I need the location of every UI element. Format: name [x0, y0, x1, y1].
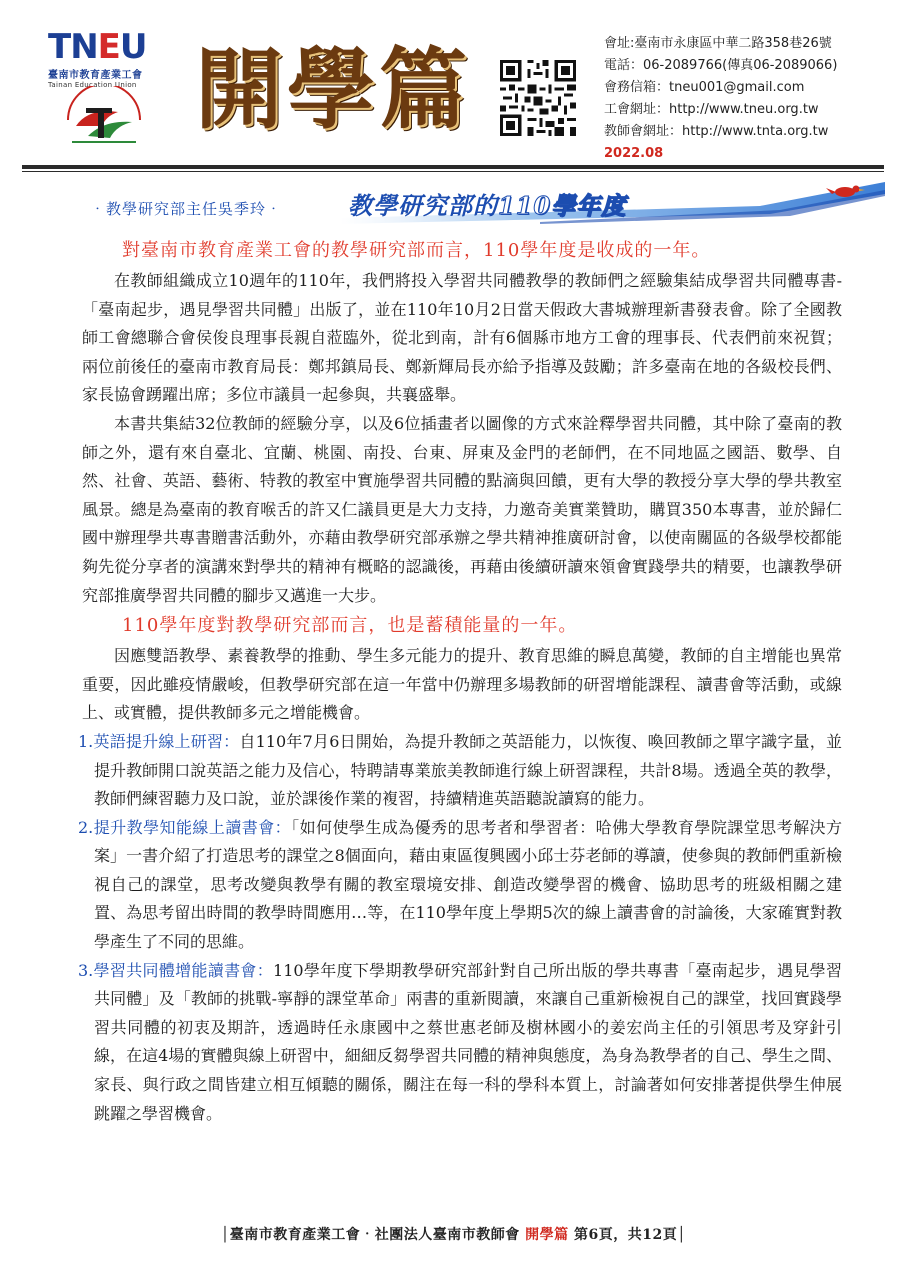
- footer-issue-name: 開學篇: [525, 1227, 569, 1243]
- section-heading-harvest: 對臺南市教育產業工會的教學研究部而言，110學年度是收成的一年。: [122, 240, 711, 261]
- header-divider-thick: [22, 165, 884, 169]
- section-title-prefix: 教學研究部的: [348, 191, 498, 220]
- contact-union-url[interactable]: 工會網址：http://www.tneu.org.tw: [604, 102, 819, 117]
- list-item: [78, 957, 842, 1129]
- page-title: 開學篇: [195, 37, 472, 141]
- contact-email[interactable]: 會務信箱：tneu001@gmail.com: [604, 80, 805, 95]
- logo-letters-e: E: [97, 27, 120, 67]
- page-footer: [0, 1224, 907, 1244]
- section-heading-energy: 110學年度對教學研究部而言，也是蓄積能量的一年。: [122, 615, 578, 637]
- paragraph-book-launch: 在教師組織成立10週年的110年，我們將投入學習共同體教學的教師們之經驗集結成學習共同體專書-「臺南起步，遇見學習共同體」出版了，並在110年10月2日當天假政大書城辦理新書發表會。除了全國教師工會總聯合會侯俊良理事長親自蒞臨外，從北到南，計有6個縣市地方工會的理事長、代表們前來祝賀；兩位前後任的臺南市教育局長：鄭邦鎮局長、鄭新輝局長亦給予指導及鼓勵；許多臺南在地的各級校長們、家長協會踴躍出席；多位市議員一起參與，共襄盛舉。: [82, 271, 842, 405]
- list-item-label: 1.英語提升線上研習：: [78, 731, 240, 751]
- tneu-logo-wordmark: [48, 27, 168, 67]
- list-item: [78, 728, 842, 814]
- qr-code-icon: [500, 60, 576, 136]
- paragraph-teacher-growth: 因應雙語教學、素養教學的推動、學生多元能力的提升、教育思維的瞬息萬變，教師的自主增能也異常重要，因此雖疫情嚴峻，但教學研究部在這一年當中仍辦理多場教師的研習增能課程、讀書會等活動，或線上、或實體，提供教師多元之增能機會。: [82, 646, 842, 723]
- section-title: [348, 186, 626, 221]
- tneu-logo-cn: 臺南市教育產業工會: [48, 70, 143, 81]
- footer-page-number: 第6頁，共12頁│: [568, 1227, 687, 1243]
- logo-letters-u: U: [119, 27, 147, 67]
- paragraph-book-content: 本書共集結32位教師的經驗分享，以及6位插畫者以圖像的方式來詮釋學習共同體，其中除了臺南的教師之外，還有來自臺北、宜蘭、桃園、南投、台東、屏東及金門的老師們，在不同地區之國語、數學、自然、社會、英語、藝術、特教的教室中實施學習共同體的點滴與回饋，更有大學的教授分享大學的學共教室風景。總是為臺南的教育喉舌的許又仁議員更是大力支持，力邀奇美實業贊助，購買350本專書，並於歸仁國中辦理學共專書贈書活動外，亦藉由教學研究部承辦之學共精神推廣研討會，以使南關區的各級學校都能夠先從分享者的演講來對學共的精神有概略的認識後，再藉由後續研讀來領會實踐學共的精要，也讓教學研究部推廣學習共同體的腳步又邁進一大步。: [82, 413, 842, 605]
- footer-prefix: │臺南市教育產業工會‧社團法人臺南市教師會: [220, 1227, 526, 1243]
- article-body: [78, 235, 842, 1128]
- header-divider-thin: [22, 171, 884, 172]
- tneu-logo-en: Tainan Education Union: [48, 81, 137, 89]
- tnta-logo-icon: [58, 86, 150, 150]
- list-item-text: 自110年7月6日開始，為提升教師之英語能力，以恢復、喚回教師之單字識字量，並提升教師開口說英語之能力及信心，特聘請專業旅美教師進行線上研習課程，共計8場。透過全英的教學，教師們練習聽力及口說，並於課後作業的複習，持續精進英語聽說讀寫的能力。: [94, 731, 842, 809]
- article-author: ‧教學研究部主任吳季玲‧: [90, 200, 283, 218]
- contact-phone: 電話：06-2089766(傳真06-2089066): [604, 58, 838, 73]
- list-item-label: 3.學習共同體增能讀書會：: [78, 960, 274, 980]
- list-item: [78, 814, 842, 957]
- contact-info: [604, 33, 894, 165]
- contact-address: 會址:臺南市永康區中華二路358巷26號: [604, 36, 832, 51]
- list-item-text: 「如何使學生成為優秀的思考者和學習者：哈佛大學教育學院課堂思考解決方案」一書介紹了打造思考的課堂之8個面向，藉由東區復興國小邱士芬老師的導讀，使參與的教師們重新檢視自己的課堂，思考改變與教學有關的教室環境安排、創造改變學習的機會、協助思考的班級相關之建置、為思考留出時間的教學時間應用…等，在110學年度上學期5次的線上讀書會的討論後，大家確實對教學產生了不同的思維。: [94, 817, 842, 952]
- tneu-logo: [48, 27, 168, 89]
- section-title-year: 110學年度: [498, 191, 627, 220]
- list-item-text: 110學年度下學期教學研究部針對自己所出版的學共專書「臺南起步，遇見學習共同體」及「教師的挑戰-寧靜的課堂革命」兩書的重新閱讀，來讓自己重新檢視自己的課堂，找回實踐學習共同體的初衷及期許，透過時任永康國中之蔡世惠老師及樹林國小的姜宏尚主任的引領思考及穿針引線，在這4場的實體與線上研習中，細細反芻學習共同體的精神與態度，為身為教學者的自己、學生之間、家長、與行政之間皆建立相互傾聽的關係，關注在每一科的學科本質上，討論著如何安排著提供學生伸展跳躍之學習機會。: [94, 960, 842, 1123]
- contact-teacher-url[interactable]: 教師會網址：http://www.tnta.org.tw: [604, 124, 829, 139]
- list-item-label: 2.提升教學知能線上讀書會：: [78, 817, 292, 837]
- logo-letters-tn: TN: [48, 27, 98, 67]
- issue-date: 2022.08: [604, 146, 664, 161]
- page-header: [0, 0, 907, 170]
